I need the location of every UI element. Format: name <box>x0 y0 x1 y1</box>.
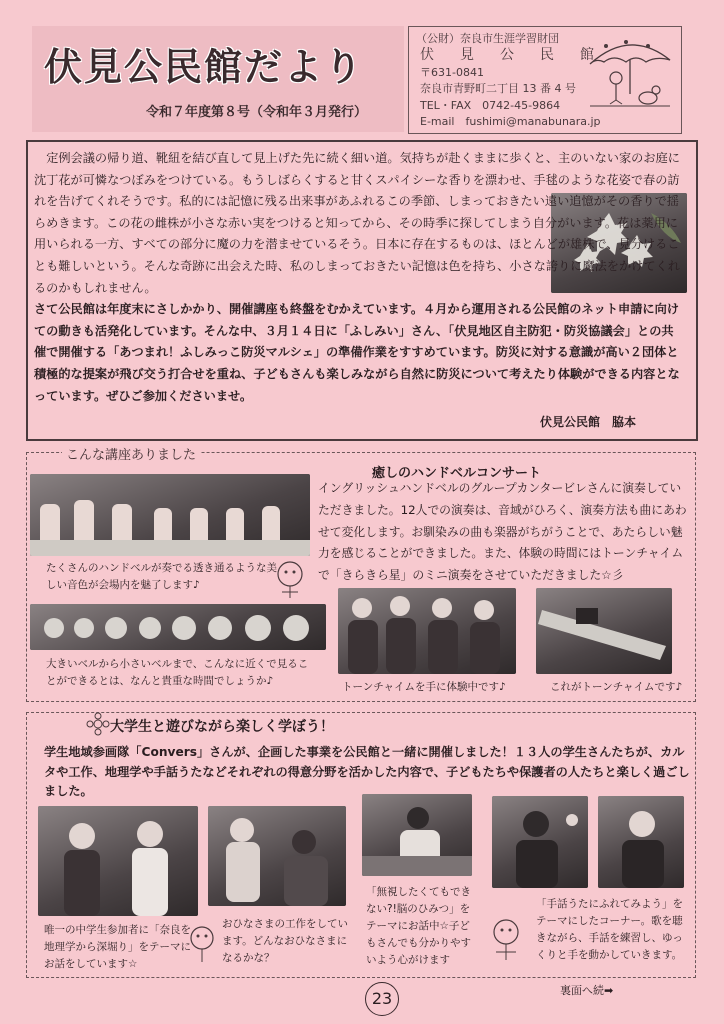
org-email[interactable]: E-mail fushimi@manabunara.jp <box>420 115 601 128</box>
brain-talk-photo <box>362 794 472 876</box>
intro-text <box>34 148 682 407</box>
org-parent: （公財）奈良市生涯学習財団 <box>416 32 559 45</box>
umbrella-illustration <box>586 34 674 110</box>
caption-doll: おひなさまの工作をしています。どんなおひなさまになるかな？ <box>222 918 348 964</box>
page-number: 23 <box>365 982 399 1016</box>
intro-paragraph-1: 定例会議の帰り道、靴紐を結び直して見上げた先に続く細い道。気持ちが赴くままに歩くと、主のいない家のお庭に沈丁花が可憐なつぼみをつけている。もうしばらくすると甘くスパイシーな香りを漂わせ、手毬のような花姿で春の訪れを告げてくれそうです。私的には記憶に残る出来事があふれるこの季節、しまっておきたい遠い追憶がその香りで揺らめきます。この花の雌株が小さな赤い実をつけると知ってから、その時季に探してしまう自分がいます。花は薬用に用いられる一方、すべての部分に魔の力を潜ませているそう。日本に存在するものは、ほとんどが雄株で、見分けることも難しいという。そんな奇跡に出会えた時、私のしまっておきたい記憶は色を持ち、小さな誇りに魔法をかけてくれるのかもしれません。 <box>34 151 680 295</box>
caption-brain: 「無視したくてもできない?!脳のひみつ」をテーマにお話中☆子どもさんでも分かりやすいよう心がけます <box>366 886 471 966</box>
tonechime-photo <box>536 588 672 674</box>
doll-craft-photo <box>208 806 346 906</box>
caption-performers: たくさんのハンドベルが奏でる透き通るような美しい音色が会場内を魅了します♪ <box>46 562 277 591</box>
sign-song-photo-1 <box>492 796 588 888</box>
tonechime-experience-photo <box>338 588 516 674</box>
university-section-text: 学生地域参画隊「Convers」さんが、企画した事業を公民館と一緒に開催しました！１３人の学生さんたちが、カルタや工作、地理学や手話うたなどそれぞれの得意分野を活かした内容で、子どもたちや保護者の人たちと楽しく過ごしました。 <box>44 745 690 799</box>
section-label-lectures: こんな講座ありました <box>62 444 200 463</box>
caption-geography: 唯一の中学生参加者に「奈良を地理学から深堀り」をテーマにお話をしています☆ <box>44 924 191 970</box>
org-address: 奈良市青野町二丁目 13 番 4 号 <box>420 82 576 95</box>
intro-paragraph-2: さて公民館は年度末にさしかかり、開催講座も終盤をむかえています。４月から運用される公民館のネット申請に向けての動きも活発化しています。そんな中、３月１４日に「ふしみい」さん、「伏見地区自主防犯・防災協議会」との共催で開催する「あつまれ！ふしみっこ防災マルシェ」の準備作業をすすめています。防災に対する意識が高い２団体と積極的な提案が飛び交う打合せを重ね、子どもさんも楽しみながら自然に防災について考えたり体験ができる内容となっています。ぜひご参加くださいませ。 <box>34 302 680 403</box>
issue-number: 令和７年度第８号（令和年３月発行） <box>146 105 368 120</box>
intro-signature: 伏見公民館 脇本 <box>540 415 637 429</box>
org-zip: 〒631-0841 <box>420 66 484 79</box>
concert-title: 癒しのハンドベルコンサート <box>372 466 542 481</box>
geography-talk-photo <box>38 806 198 916</box>
org-tel: TEL・FAX 0742-45-9864 <box>420 99 561 112</box>
handbell-set-photo <box>30 604 326 650</box>
doodle-flower-icon <box>86 712 110 736</box>
caption-tonechime-hand: トーンチャイムを手に体験中です♪ <box>342 681 506 693</box>
newsletter-title: 伏見公民館だより <box>44 45 365 89</box>
concert-text: イングリッシュハンドベルのグループカンタービレさんに演奏していただきました。12人での演奏は、音域がひろく、演奏方法も曲にあわせて変化します。お馴染みの曲も楽器がちがうことで、あたらしい魅力を感じることができました。また、体験の時間にはトーンチャイムで「きらきら星」のミニ演奏をさせていただきました☆彡 <box>318 481 687 583</box>
doodle-character-icon <box>266 556 312 600</box>
caption-tonechime: これがトーンチャイムです♪ <box>550 681 683 693</box>
caption-sign-song: 「手話うたにふれてみよう」をテーマにしたコーナー。歌を聴きながら、手話を練習し、ゆっくりと手を動かしていきます。 <box>536 898 683 961</box>
doodle-character-icon <box>482 914 528 964</box>
university-section-title: 大学生と遊びながら楽しく学ぼう！ <box>110 719 334 735</box>
continued-on-back: 裏面へ続➡ <box>560 984 614 997</box>
org-name: 伏 見 公 民 館 <box>420 47 600 63</box>
sign-song-photo-2 <box>598 796 684 888</box>
handbell-performers-photo <box>30 474 310 556</box>
doodle-character-icon <box>182 922 222 966</box>
caption-bells: 大きいベルから小さいベルまで、こんなに近くで見ることができるとは、なんと貴重な時間でしょうか♪ <box>46 658 309 687</box>
